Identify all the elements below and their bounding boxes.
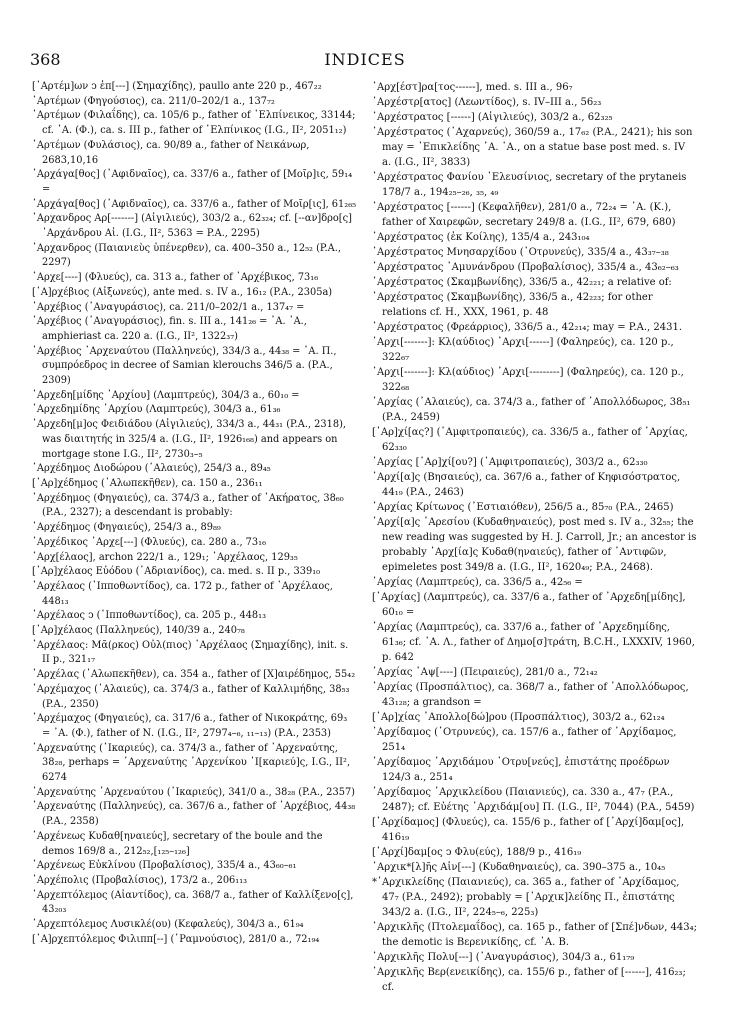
index-entry: ᾿Αρχίας ᾿Αψ[----] (Πειραιεύς), 281/0 a., 72₁₄₂ (372, 667, 598, 678)
index-entry: ᾿Αρχέστρατος (Φρεάρριος), 336/5 a., 42₂₁₄; may = P.A., 2431. (372, 322, 683, 333)
index-entry: ᾿Αρχεπτόλεμος Λυσικλέ(ου) (Κεφαλεύς), 304/3 a., 61₉₄ (32, 919, 304, 931)
index-entry: [᾿Αρ]χέδημος (᾿Αλωπεκῆθεν), ca. 150 a., 236₁₁ (32, 477, 263, 489)
index-entry: ᾿Αρχέδημος (Φηγαιεύς), 254/3 a., 89₈₉ (32, 522, 221, 534)
index-entry: ᾿Αρχι[-------]: Κλ(αύδιος) ᾿Αρχι[---------] (Φαληρεύς), ca. 120 p., 322₆₈ (372, 367, 684, 393)
index-entry: ᾿Αρχάγα[θος] (᾿Αφιδναῖος), ca. 337/6 a., father of Μοῖρ[ις], 61₂₆₅ (32, 198, 357, 210)
index-entry: ᾿Αρχανδρος (Παιανιεὺς ὑπένερθεν), ca. 400–350 a., 12₅₂ (P.A., 2297) (32, 242, 341, 269)
index-entry: ᾿Αρχίας (Προσπάλτιος), ca. 368/7 a., father of ᾿Απολλόδωρος, 43₁₂₈; a grandson = (372, 682, 689, 708)
index-entry: ᾿Αρχεπτόλεμος (Αἰαντίδος), ca. 368/7 a., father of Καλλίξενο[ς], 43₂₀₃ (32, 889, 354, 916)
index-entry: ᾿Αρχίας (᾿Αλαιεύς), ca. 374/3 a., father of ᾿Απολλόδωρος, 38₅₁ (P.A., 2459) (372, 397, 691, 423)
index-entry: ᾿Αρχέπολις (Προβαλίσιος), 173/2 a., 206₁₁₃ (32, 874, 248, 886)
index-entry: ᾿Αρχάγα[θος] (᾿Αφιδναῖος), ca. 337/6 a., father of [Μοῖρ]ις, 59₁₄ = (32, 169, 353, 195)
index-entry: ᾿Αρχέστρατος Φανίου ᾿Ελευσίνιος, secretary of the prytaneis 178/7 a., 194₂₅–₂₆, ₃₅, ₄₉ (372, 172, 687, 198)
index-entry: ᾿Αρχέδημος Διοδώρου (᾿Αλαιεύς), 254/3 a., 89₄₅ (32, 463, 271, 475)
index-entry: ᾿Αρχε[----] (Φλυεύς), ca. 313 a., father of ᾿Αρχέβικος, 73₁₆ (32, 272, 319, 284)
index-entry: ᾿Αρχέστρατος (Σκαμβωνίδης), 336/5 a., 42₂₂₃; for other relations cf. H., XXX, 1961, p. 48 (372, 292, 653, 318)
index-entry: ᾿Αρχέστρατος [------] (Κεφαλῆθεν), 281/0 a., 72₂₄ = ᾿Α. (Κ.), father of Χαιρεφῶν, secretary 249/8 a. (I.G., II², 679, 680) (372, 202, 676, 228)
index-entry: [᾿Αρ]χέλαος (Παλληνεύς), 140/39 a., 240₇₈ (32, 625, 245, 637)
index-entry: ᾿Αρχέμαχος (Φηγαιεύς), ca. 317/6 a., father of Νικοκράτης, 69₃ = ᾿Α. (Φ.), father of Ν. (I.G., II², 2797₄–₆, ₁₁–₁₃) (P.A., 2353) (32, 713, 348, 739)
index-entry: ᾿Αρχικλῆς (Πτολεμαΐδος), ca. 165 p., father of [Σπέ]νδων, 443₄; the demotic is Βερενικίδης, cf. ᾿Α. Β. (372, 922, 698, 948)
index-entry: ᾿Αρχίας (Λαμπτρεύς), ca. 337/6 a., father of ᾿Αρχεδημίδης, 61₃₆; cf. ᾿Α. Λ., father of Δημο[σ]τράτη, B.C.H., LXXXIV, 1960, p. 642 (372, 622, 695, 663)
index-entry: ᾿Αρχ[έστ]ρα[τος------], med. s. III a., 96₇ (372, 82, 573, 93)
index-entry: ᾿Αρχίδαμος ᾿Αρχικλείδου (Παιανιεύς), ca. 330 a., 47₇ (P.A., 2487); cf. Εὐέτης ᾿Αρχιδάμ[ου] Π. (I.G., II², 7044) (P.A., 5459) (372, 787, 695, 813)
index-entry: [᾿Αρ]χί[ας?] (᾿Αμφιτροπαιεύς), ca. 336/5 a., father of ᾿Αρχίας, 62₃₃₀ (372, 427, 688, 453)
index-entry: ᾿Αρχέβιος (᾿Αναγυράσιος), ca. 211/0–202/1 a., 137₄₇ = (32, 301, 305, 313)
index-entry: ᾿Αρχέστρατος ᾿Αμυνάνδρου (Προβαλίσιος), 335/4 a., 43₆₂–₆₃ (372, 262, 679, 273)
index-entry: [᾿Αρτέμ]ων ͻ ἐπ[---] (Σημαχίδης), paullo ante 220 p., 467₂₂ (32, 81, 322, 92)
index-entry: ᾿Αρχι[-------]: Κλ(αύδιος) ᾿Αρχι[------] (Φαληρεύς), ca. 120 p., 322₆₇ (372, 337, 674, 363)
index-entry: ᾿Αρχίας Κρίτωνος (᾿Εστιαιόθεν), 256/5 a., 85₇₀ (P.A., 2465) (372, 502, 674, 513)
index-entry: ᾿Αρχίδαμος (᾿Οτρυνεύς), ca. 157/6 a., father of ᾿Αρχίδαμος, 251₄ (372, 727, 677, 753)
index-entry: ᾿Αρχίας (Λαμπτρεύς), ca. 336/5 a., 42₅₆ = (372, 577, 583, 588)
index-entry: ᾿Αρτέμων (Φυλάσιος), ca. 90/89 a., father of Νεικάνωρ, 2683,10,16 (32, 139, 310, 166)
index-entry: [᾿Αρχίδαμος] (Φλυεύς), ca. 155/6 p., father of [᾿Αρχί]δαμ[ος], 416₁₉ (372, 817, 685, 843)
page-header (30, 50, 700, 72)
index-entry: ᾿Αρχίδαμος ᾿Αρχιδάμου ᾿Οτρυ[νεύς], ἐπιστάτης προέδρων 124/3 a., 251₄ (372, 757, 670, 783)
index-entry: ᾿Αρχέστρατος Μνησαρχίδου (᾿Οτρυνεύς), 335/4 a., 43₃₇–₃₈ (372, 247, 669, 258)
index-entry: ᾿Αρτέμων (Φηγούσιος), ca. 211/0–202/1 a., 137₇₂ (32, 95, 275, 107)
index-entry: ᾿Αρχεναύτης (Παλληνεύς), ca. 367/6 a., father of ᾿Αρχέβιος, 44₃₈ (P.A., 2358) (32, 801, 356, 828)
index-entry: ᾿Αρχικ*[λ]ῆς Αἰν[---] (Κυδαθηναιεύς), ca. 390–375 a., 10₄₅ (372, 862, 666, 873)
index-entry: ᾿Αρχί[α]ς ᾿Αρεσίου (Κυδαθηναιεύς), post med s. IV a., 32₅₅; the new reading was suggested by H. J. Carroll, Jr.; an ancestor is probably ᾿Αρχ[ία]ς Κυδαθ(ηναιεύς), father of ᾿Αντιφῶν, epimeletes post 349/8 a. (I.G., II², 1620₄₉; P.A., 2468). (372, 517, 697, 573)
left-column (32, 80, 357, 947)
index-entry: ᾿Αρχέλαος ͻ (῾Ιπποθωντίδος), ca. 205 p., 448₁₃ (32, 610, 267, 622)
index-entry: ᾿Αρχεναύτης ᾿Αρχεναύτου (᾿Ικαριεύς), 341/0 a., 38₂₈ (P.A., 2357) (32, 786, 356, 798)
index-entry: ᾿Αρχέστρατος (ἐκ Κοίλης), 135/4 a., 243₁₀₄ (372, 232, 590, 243)
page-number: 368 (30, 50, 61, 69)
index-entry: [᾿Αρ]χίας ᾿Απολλο[δώ]ρου (Προσπάλτιος), 303/2 a., 62₁₂₄ (372, 712, 665, 723)
index-entry: ᾿Αρχέβιος ᾿Αρχεναύτου (Παλληνεύς), 334/3 a., 44₃₈ = ᾿Α. Π., συμπρόεδρος in decree of Samian klerouchs 346/5 a. (P.A., 2309) (32, 345, 337, 387)
index-entry: ᾿Αρχίας [᾿Αρ]χί[ου?] (᾿Αμφιτροπαιεύς), 303/2 a., 62₃₃₀ (372, 457, 648, 468)
index-entry: ᾿Αρχέλαος (῾Ιπποθωντίδος), ca. 172 p., father of ᾿Αρχέλαος, 448₁₃ (32, 580, 333, 607)
index-entry: ᾿Αρχέδημος (Φηγαιεύς), ca. 374/3 a., father of ᾿Ακήρατος, 38₆₀ (P.A., 2327); a descendant is probably: (32, 492, 344, 519)
index-entry: ᾿Αρχέστρατος (᾿Αχαρνεύς), 360/59 a., 17₆₂ (P.A., 2421); his son may = ᾿Επικλείδης ᾿Α. ᾿Α., on a statue base post med. s. IV a. (I.G., II², 3833) (372, 127, 693, 168)
index-entry: ᾿Αρχί[α]ς (Βησαιεύς), ca. 367/6 a., father of Κηφισόστρατος, 44₁₉ (P.A., 2463) (372, 472, 681, 498)
index-entry: ᾿Αρχέστρατος (Σκαμβωνίδης), 336/5 a., 42₂₂₁; a relative of: (372, 277, 672, 288)
index-entry: ᾿Αρχεδημίδης ᾿Αρχίου (Λαμπτρεύς), 304/3 a., 61₃₆ (32, 404, 281, 416)
index-entry: ᾿Αρχανδρος Αρ[-------] (Αἰγιλιεύς), 303/2 a., 62₃₂₄; cf. [--αν]δρο[ς] ᾿Αρχάνδρου Αἰ. (I.G., II², 5363 = P.A., 2295) (32, 213, 352, 240)
index-entry: ᾿Αρχικλῆς Πολυ[---] (᾿Αναγυράσιος), 304/3 a., 61₁₇₉ (372, 952, 635, 963)
index-entry: ᾿Αρχέλαος: Μᾶ(ρκος) Οὐλ(πιος) ᾿Αρχέλαος (Σημαχίδης), init. s. II p., 321₁₇ (32, 639, 349, 666)
index-entry: ᾿Αρχικλῆς Βερ(ενεικίδης), ca. 155/6 p., father of [------], 416₂₃; cf. (372, 967, 686, 993)
index-entry: ᾿Αρχέδικος ᾿Αρχε[---] (Φλυεύς), ca. 280 a., 73₁₆ (32, 536, 267, 548)
index-entry: ᾿Αρχέστρατος [------] (Αἰγιλιεύς), 303/2 a., 62₃₂₅ (372, 112, 613, 123)
index-entry: [᾿Α]ρχεπτόλεμος Φιλιππ[--] (῾Ραμνούσιος), 281/0 a., 72₁₉₄ (32, 933, 320, 945)
index-entry: ᾿Αρχένεως Εὐκλίνου (Προβαλίσιος), 335/4 a., 43₆₀–₆₁ (32, 860, 297, 872)
index-entry: ᾿Αρχεναύτης (᾿Ικαριεύς), ca. 374/3 a., father of ᾿Αρχεναύτης, 38₂₈, perhaps = ᾿Αρχεναύτης ᾿Αρχενίκου ᾿Ι[καριεύ]ς, I.G., II², 6274 (32, 742, 351, 784)
index-entry: ᾿Αρχέμαχος (᾿Αλαιεύς), ca. 374/3 a., father of Καλλιμήδης, 38₅₃ (P.A., 2350) (32, 683, 350, 710)
index-entry: [᾿Αρχίας] (Λαμπτρεύς), ca. 337/6 a., father of ᾿Αρχεδη[μίδης], 60₁₀ = (372, 592, 686, 618)
index-entry: ᾿Αρτέμων (Φιλαΐδης), ca. 105/6 p., father of ᾿Ελπίνεικος, 33144; cf. ᾿Α. (Φ.), ca. s. III p., father of ᾿Ελπίνικος (I.G., II², 2051₁₂) (32, 110, 356, 137)
index-entry: ᾿Αρχ[έλαος], archon 222/1 a., 129₁; ᾿Αρχέλαος, 129₃₅ (32, 551, 298, 563)
index-entry: *᾿Αρχικλείδης (Παιανιεύς), ca. 365 a., father of ᾿Αρχίδαμος, 47₇ (P.A., 2492); probably = [᾿Αρχικ]λείδης Π., ἐπιστάτης 343/2 a. (I.G., II², 224₅–₆, 225₃) (372, 877, 680, 918)
index-entry: ᾿Αρχέβιος (᾿Αναγυράσιος), fin. s. III a., 141₂₆ = ᾿Α. ᾿Α., amphieriast ca. 220 a. (I.G., II², 1322₃₇) (32, 316, 307, 342)
page-title: INDICES (324, 50, 406, 69)
index-entry: ᾿Αρχεδη[μ]ος Φειδιάδου (Αἰγιλιεύς), 334/3 a., 44₃₁ (P.A., 2318), was διαιτητής in 325/4 a. (I.G., II², 1926₁₆₈) and appears on mortgage stone I.G., II², 2730₃–₅ (32, 419, 347, 460)
index-entry: [᾿Α]ρχέβιος (Αἰξωνεύς), ante med. s. IV a., 16₁₂ (P.A., 2305a) (32, 286, 333, 298)
index-entry: ᾿Αρχέλας (᾿Αλωπεκῆθεν), ca. 354 a., father of [Χ]αιρέδημος, 55₄₂ (32, 669, 356, 681)
index-entry: [᾿Αρχί]δαμ[ος ͻ Φλυ(εύς), 188/9 p., 416₁₉ (372, 847, 582, 858)
index-entry: ᾿Αρχέστρ[ατος] (Λεωντίδος), s. IV–III a., 56₂₃ (372, 97, 602, 108)
index-entry: ᾿Αρχένεως Κυδαθ[ηναιεύς], secretary of the boule and the demos 169/8 a., 212₅₂,[₁₂₅–₁₂₆] (32, 830, 323, 857)
right-column (372, 80, 697, 995)
index-entry: [᾿Αρ]χέλαος Εὐόδου (᾿Αδριανίδος), ca. med. s. II p., 339₁₀ (32, 566, 321, 578)
index-entry: ᾿Αρχεδη[μίδης ᾿Αρχίου] (Λαμπτρεύς), 304/3 a., 60₁₀ = (32, 389, 300, 401)
